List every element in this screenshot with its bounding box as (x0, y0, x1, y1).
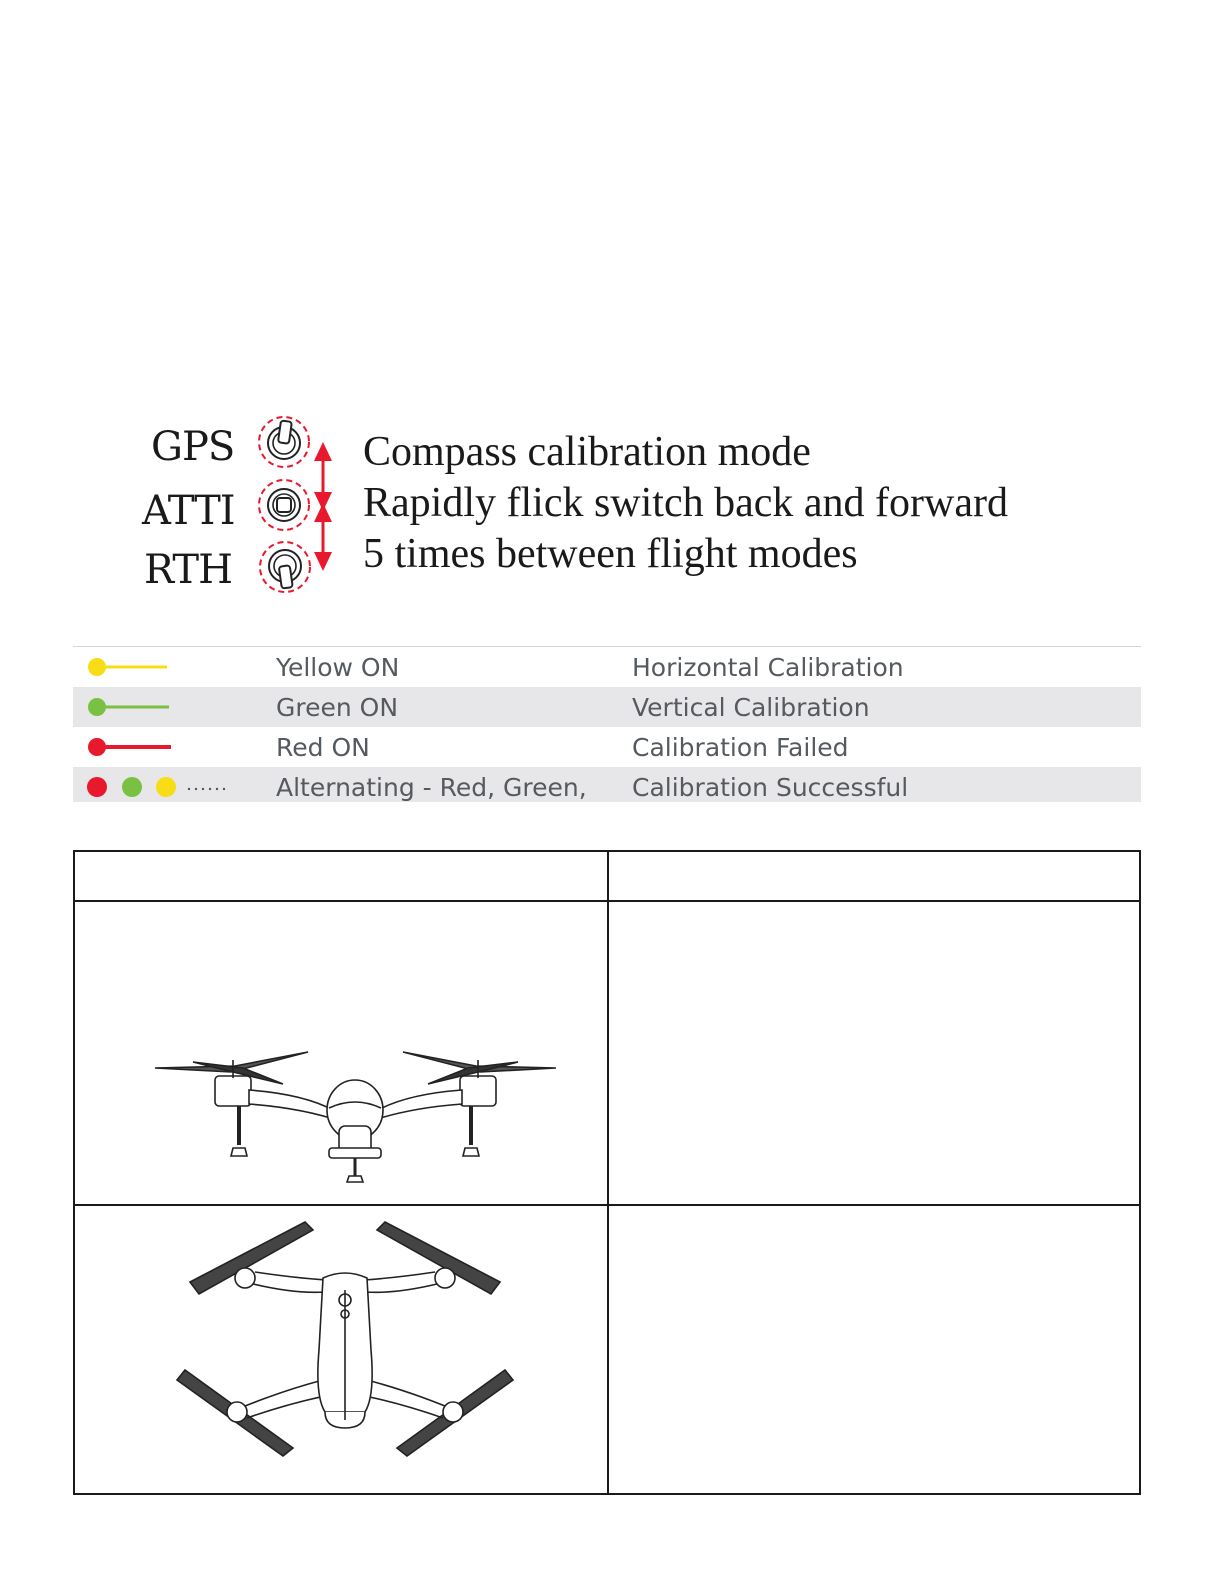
flick-arrows-icon (314, 442, 332, 571)
led-meaning-text: Calibration Successful (632, 773, 909, 802)
led-meaning-text: Calibration Failed (632, 733, 849, 762)
mode-label-atti: ATTI (142, 488, 235, 534)
led-status-text: Green ON (276, 693, 399, 722)
table-cell-top-view (75, 1206, 607, 1493)
switch-position-atti-icon (259, 480, 309, 530)
mode-label-gps: GPS (151, 424, 235, 470)
led-meaning-text: Horizontal Calibration (632, 653, 904, 682)
led-status-text: Red ON (276, 733, 370, 762)
drone-orientation-table (73, 850, 1141, 1495)
led-row-yellow (73, 647, 1141, 687)
flight-mode-switch-icon (250, 415, 340, 600)
table-cell-side-description (609, 902, 1139, 1204)
instruction-line-1: Compass calibration mode (363, 429, 811, 475)
yellow-led-on-icon (85, 655, 245, 679)
switch-position-rth-icon (260, 542, 310, 592)
led-status-table (73, 646, 1141, 802)
drone-side-view-icon (153, 1000, 558, 1185)
mode-label-rth: RTH (144, 547, 232, 593)
drone-top-view-icon (175, 1220, 515, 1470)
switch-position-gps-icon (259, 417, 309, 467)
led-status-text: Yellow ON (276, 653, 400, 682)
instruction-line-2: Rapidly flick switch back and forward (363, 480, 1008, 526)
led-status-text: Alternating - Red, Green, (276, 773, 587, 802)
led-row-red (73, 727, 1141, 767)
table-header-cell (75, 852, 607, 900)
table-cell-side-view (75, 902, 607, 1204)
led-row-alternating (73, 767, 1141, 802)
green-led-on-icon (85, 695, 245, 719)
alternating-leds-icon (85, 775, 245, 799)
red-led-on-icon (85, 735, 245, 759)
led-row-green (73, 687, 1141, 727)
table-header-cell (609, 852, 1139, 900)
instruction-line-3: 5 times between flight modes (363, 531, 858, 577)
led-meaning-text: Vertical Calibration (632, 693, 870, 722)
table-cell-top-description (609, 1206, 1139, 1493)
